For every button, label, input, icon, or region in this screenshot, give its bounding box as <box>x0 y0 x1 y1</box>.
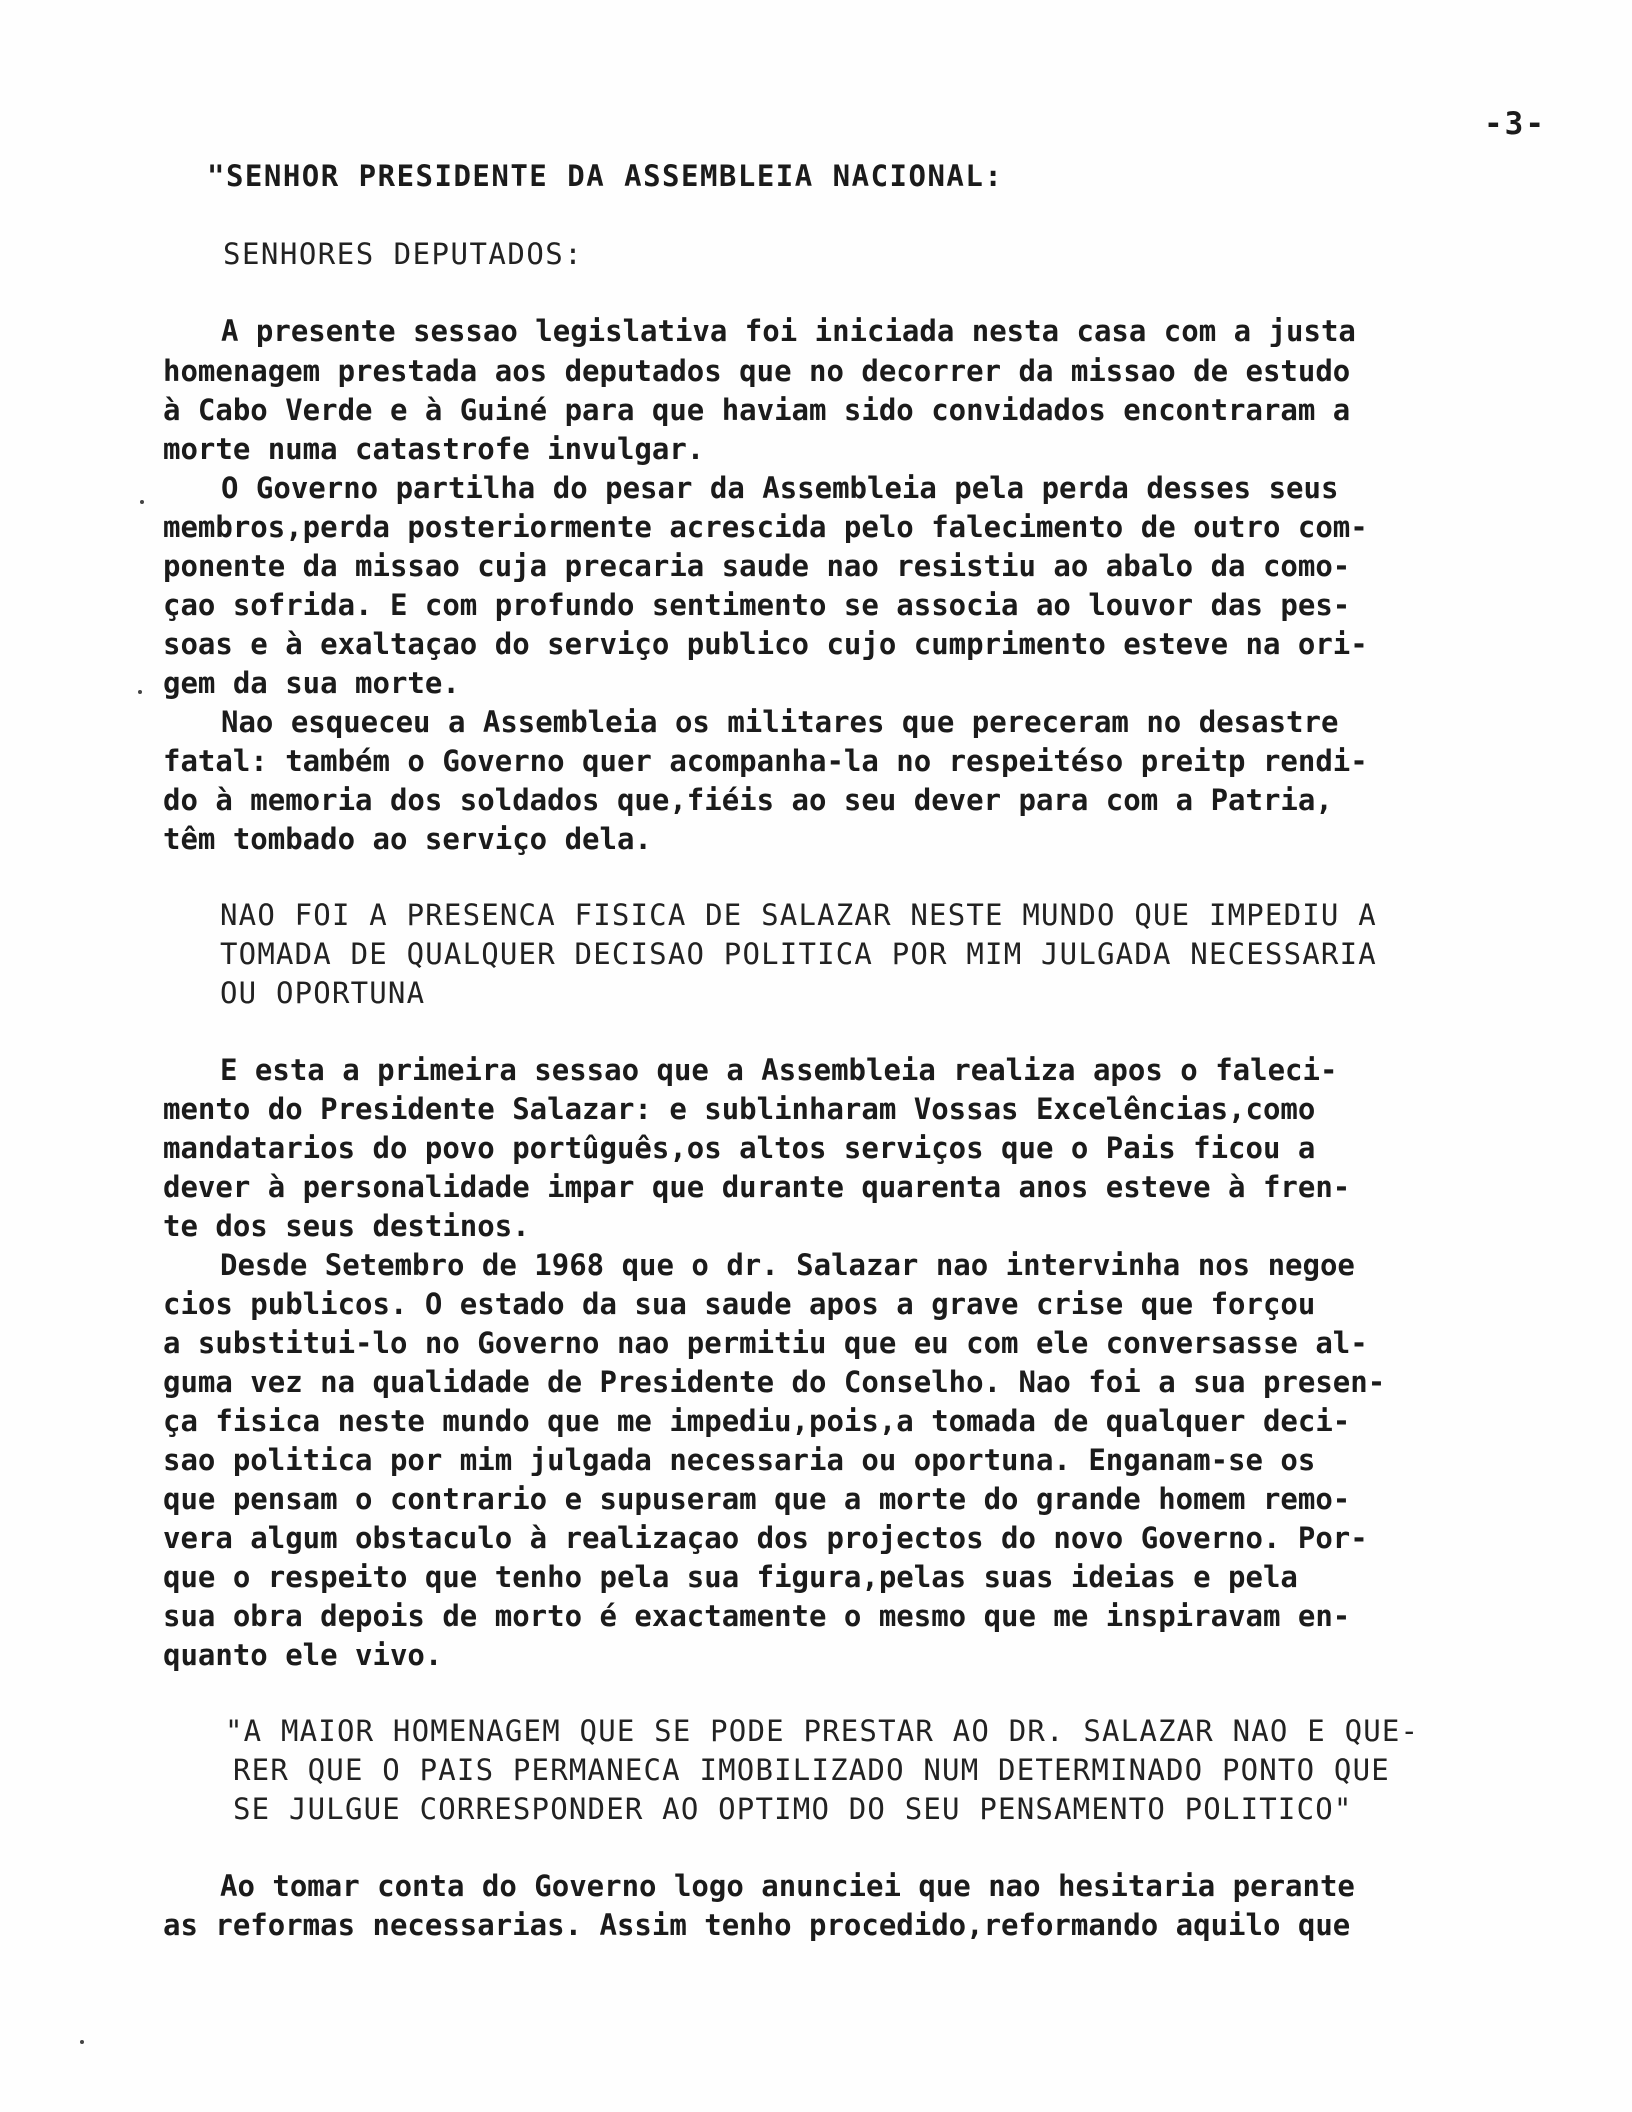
text-line: sua obra depois de morto é exactamente o mesmo que me inspiravam en- <box>163 1599 1351 1633</box>
text-line: quanto ele vivo. <box>163 1638 443 1672</box>
headline-line: RER QUE O PAIS PERMANECA IMOBILIZADO NUM DETERMINADO PONTO QUE <box>233 1753 1390 1787</box>
text-line: soas e à exaltaçao do serviço publico cujo cumprimento esteve na ori- <box>163 627 1368 661</box>
text-line: têm tombado ao serviço dela. <box>163 822 652 856</box>
text-line: A presente sessao legislativa foi iniciada nesta casa com a justa <box>221 314 1356 348</box>
text-line: ponente da missao cuja precaria saude nao resistiu ao abalo da como- <box>163 549 1351 583</box>
headline-line: "A MAIOR HOMENAGEM QUE SE PODE PRESTAR AO DR. SALAZAR NAO E QUE- <box>225 1714 1420 1748</box>
text-line: mento do Presidente Salazar: e sublinharam Vossas Excelências,como <box>163 1092 1316 1126</box>
text-line: que pensam o contrario e supuseram que a morte do grande homem remo- <box>163 1482 1351 1516</box>
text-line: E esta a primeira sessao que a Assembleia realiza apos o faleci- <box>220 1053 1338 1087</box>
headline-line: SE JULGUE CORRESPONDER AO OPTIMO DO SEU PENSAMENTO POLITICO" <box>233 1792 1353 1826</box>
text-line: guma vez na qualidade de Presidente do Conselho. Nao foi a sua presen- <box>163 1365 1386 1399</box>
text-line: as reformas necessarias. Assim tenho procedido,reformando aquilo que <box>163 1908 1351 1942</box>
text-line: dever à personalidade impar que durante quarenta anos esteve à fren- <box>163 1170 1351 1204</box>
page-number: -3- <box>1484 106 1546 142</box>
text-line: fatal: também o Governo quer acompanha-la no respeitéso preitp rendi- <box>163 744 1368 778</box>
text-line: ça fisica neste mundo que me impediu,pois,a tomada de qualquer deci- <box>163 1404 1351 1438</box>
text-line: Nao esqueceu a Assembleia os militares que pereceram no desastre <box>221 705 1339 739</box>
text-line: Ao tomar conta do Governo logo anunciei que nao hesitaria perante <box>220 1869 1355 1903</box>
text-line: à Cabo Verde e à Guiné para que haviam sido convidados encontraram a <box>163 393 1351 427</box>
headline-line: OU OPORTUNA <box>220 976 426 1010</box>
headline-line: TOMADA DE QUALQUER DECISAO POLITICA POR MIM JULGADA NECESSARIA <box>220 937 1377 971</box>
salutation: SENHORES DEPUTADOS: <box>223 237 584 271</box>
text-line: homenagem prestada aos deputados que no decorrer da missao de estudo <box>163 354 1351 388</box>
text-line: O Governo partilha do pesar da Assembleia pela perda desses seus <box>221 471 1339 505</box>
text-line: sao politica por mim julgada necessaria ou oportuna. Enganam-se os <box>163 1443 1316 1477</box>
text-line: cios publicos. O estado da sua saude apos a grave crise que forçou <box>163 1287 1316 1321</box>
text-line: membros,perda posteriormente acrescida pelo falecimento de outro com- <box>163 510 1368 544</box>
text-line: gem da sua morte. <box>163 666 460 700</box>
text-line: a substitui-lo no Governo nao permitiu que eu com ele conversasse al- <box>163 1326 1368 1360</box>
text-line: mandatarios do povo portûguês,os altos serviços que o Pais ficou a <box>163 1131 1316 1165</box>
text-line: morte numa catastrofe invulgar. <box>163 432 705 466</box>
headline-line: NAO FOI A PRESENCA FISICA DE SALAZAR NESTE MUNDO QUE IMPEDIU A <box>220 898 1377 932</box>
text-line: que o respeito que tenho pela sua figura,pelas suas ideias e pela <box>163 1560 1298 1594</box>
ink-speck <box>138 690 142 694</box>
ink-speck <box>80 2040 84 2044</box>
address-header: "SENHOR PRESIDENTE DA ASSEMBLEIA NACIONAL: <box>207 159 1004 193</box>
text-line: do à memoria dos soldados que,fiéis ao seu dever para com a Patria, <box>163 783 1333 817</box>
text-line: vera algum obstaculo à realizaçao dos projectos do novo Governo. Por- <box>163 1521 1368 1555</box>
ink-speck <box>140 500 144 504</box>
text-line: Desde Setembro de 1968 que o dr. Salazar nao intervinha nos negoe <box>220 1248 1355 1282</box>
text-line: çao sofrida. E com profundo sentimento se associa ao louvor das pes- <box>163 588 1351 622</box>
text-line: te dos seus destinos. <box>163 1209 530 1243</box>
